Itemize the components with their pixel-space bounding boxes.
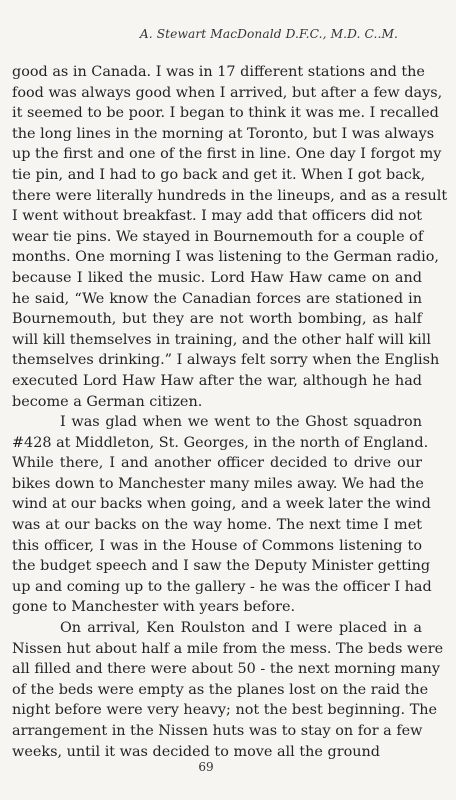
text-line: he said, “We know the Canadian forces are stationed in bbox=[12, 290, 422, 307]
text-line: wind at our backs when going, and a week later the wind bbox=[12, 496, 431, 513]
text-line: executed Lord Haw Haw after the war, although he had bbox=[12, 372, 422, 389]
text-line: Bournemouth, but they are not worth bombing, as half bbox=[12, 311, 422, 328]
text-line: #428 at Middleton, St. Georges, in the north of England. bbox=[12, 434, 429, 451]
text-line: up the first and one of the first in line. One day I forgot my bbox=[12, 146, 442, 163]
text-line: good as in Canada. I was in 17 different stations and the bbox=[12, 64, 425, 80]
text-line: food was always good when I arrived, but after a few days, bbox=[12, 84, 443, 101]
paragraph-2 bbox=[12, 412, 432, 618]
text-line: gone to Manchester with years before. bbox=[12, 599, 296, 616]
text-line: bikes down to Manchester many miles away. We had the bbox=[12, 475, 424, 492]
text-line: this officer, I was in the House of Commons listening to bbox=[12, 537, 422, 554]
text-line: wear tie pins. We stayed in Bournemouth for a couple of bbox=[12, 228, 424, 245]
text-line: I went without breakfast. I may add that officers did not bbox=[12, 208, 423, 225]
text-line: months. One morning I was listening to the German radio, bbox=[12, 249, 439, 266]
text-line: While there, I and another officer decided to drive our bbox=[12, 455, 422, 472]
text-line: up and coming up to the gallery - he was the officer I had bbox=[12, 578, 432, 595]
text-line: all filled and there were about 50 - the next morning many bbox=[12, 661, 440, 678]
text-line: it seemed to be poor. I began to think it was me. I recalled bbox=[12, 105, 439, 122]
text-line: of the beds were empty as the planes lost on the raid the bbox=[12, 681, 429, 698]
text-line: the long lines in the morning at Toronto, but I was always bbox=[12, 125, 435, 142]
text-line: themselves drinking.” I always felt sorry when the English bbox=[12, 352, 440, 369]
running-header: A. Stewart MacDonald D.F.C., M.D. C..M. bbox=[139, 27, 398, 41]
body-text bbox=[12, 62, 448, 762]
text-line: become a German citizen. bbox=[12, 393, 203, 410]
paragraph-3 bbox=[12, 618, 444, 762]
text-line: On arrival, Ken Roulston and I were placed in a bbox=[60, 620, 422, 637]
text-line: the budget speech and I saw the Deputy Minister getting bbox=[12, 558, 431, 575]
text-line: because I liked the music. Lord Haw Haw came on and bbox=[12, 269, 422, 286]
text-line: night before were very heavy; not the best beginning. The bbox=[12, 702, 438, 719]
text-line: Nissen hut about half a mile from the mess. The beds were bbox=[12, 640, 444, 657]
text-line: tie pin, and I had to go back and get it. When I got back, bbox=[12, 166, 426, 183]
text-line: will kill themselves in training, and the other half will kill bbox=[12, 331, 431, 348]
page-number: 69 bbox=[198, 760, 214, 774]
text-line: was at our backs on the way home. The next time I met bbox=[12, 517, 422, 534]
text-line: I was glad when we went to the Ghost squadron bbox=[60, 414, 422, 431]
text-line: weeks, until it was decided to move all the ground bbox=[12, 743, 380, 760]
text-line: there were literally hundreds in the lineups, and as a result bbox=[12, 187, 448, 204]
text-line: arrangement in the Nissen huts was to stay on for a few bbox=[12, 723, 423, 739]
paragraph-1 bbox=[12, 62, 448, 412]
